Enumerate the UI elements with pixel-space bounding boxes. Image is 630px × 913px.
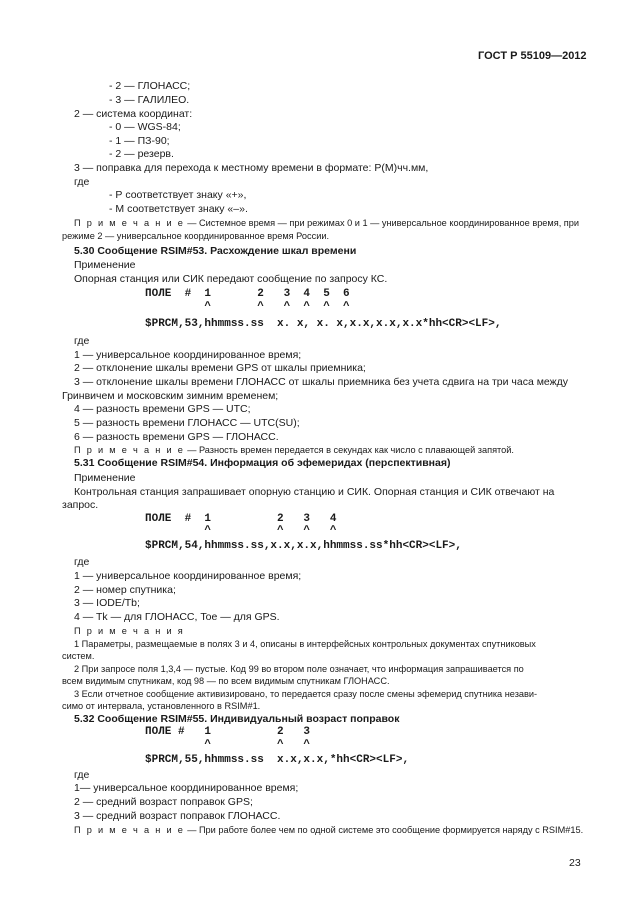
field-number-row: ПОЛЕ # 1 2 3 4 5 6 [145,288,350,300]
message-format: $PRCM,55,hhmmss.ss x.x,x.x,*hh<CR><LF>, [145,754,410,766]
where-label: где [74,176,90,188]
note [74,444,514,456]
section-5-31-title: 5.31 Сообщение RSIM#54. Информация об эфемеридах (перспективная) [74,457,451,469]
list-item: - 2 — ГЛОНАСС; [109,80,191,92]
message-format: $PRCM,53,hhmmss.ss x. x, x. x,x.x,x.x,x.x*hh<CR><LF>, [145,318,502,330]
list-item: 2 — система координат: [74,108,193,120]
list-item: - 2 — резерв. [109,148,174,160]
list-item: 3 — средний возраст поправок ГЛОНАСС. [74,810,281,822]
field-number-row: ПОЛЕ # 1 2 3 [145,726,311,738]
list-item: 2 — номер спутника; [74,584,176,596]
paragraph-continuation: запрос. [62,499,99,511]
note-text: — Разность времен передается в секундах как число с плавающей запятой. [184,445,514,455]
paragraph: Контрольная станция запрашивает опорную станцию и СИК. Опорная станция и СИК отвечают на [74,486,555,498]
list-item: 2 — средний возраст поправок GPS; [74,796,253,808]
list-item: 6 — разность времени GPS — ГЛОНАСС. [74,431,279,443]
note-continuation: симо от интервала, установленного в RSIM#1. [62,701,261,711]
where-label: где [74,556,90,568]
list-item: 3 — IODE/Tb; [74,597,140,609]
section-5-30-title: 5.30 Сообщение RSIM#53. Расхождение шкал времени [74,245,357,257]
application-label: Применение [74,259,136,271]
notes-label: П р и м е ч а н и я [74,626,185,636]
list-item: - 1 — ПЗ-90; [109,135,170,147]
page-number: 23 [569,857,581,869]
where-label: где [74,769,90,781]
note-text: — При работе более чем по одной системе это сообщение формируется наряду с RSIM#15. [184,825,584,835]
note-continuation: режиме 2 — универсальное координированное время России. [62,231,330,241]
list-item-continuation: Гринвичем и московским зимним временем; [62,390,279,402]
note-label: П р и м е ч а н и е [74,218,185,228]
note-text: — Системное время — при режимах 0 и 1 — универсальное координированное время, при [184,218,580,228]
list-item: 4 — разность времени GPS — UTC; [74,403,251,415]
where-label: где [74,335,90,347]
list-item: - М соответствует знаку «–». [109,203,248,215]
standard-header: ГОСТ Р 55109—2012 [478,50,587,62]
note-label: П р и м е ч а н и е [74,445,185,455]
field-number-row: ПОЛЕ # 1 2 3 4 [145,513,337,525]
list-item: 1 — универсальное координированное время; [74,349,302,361]
note: 1 Параметры, размещаемые в полях 3 и 4, описаны в интерфейсных контрольных документах спутниковых [74,639,536,649]
section-5-32-title: 5.32 Сообщение RSIM#55. Индивидуальный возраст поправок [74,713,400,725]
note-continuation: всем видимым спутникам, код 98 — по всем видимым спутникам ГЛОНАСС. [62,676,390,686]
paragraph: Опорная станция или СИК передают сообщение по запросу КС. [74,273,388,285]
list-item: 3 — поправка для перехода к местному времени в формате: Р(М)чч.мм, [74,162,429,174]
note [74,824,583,836]
note [74,217,579,229]
field-caret-row: ^ ^ ^ [145,739,311,751]
list-item: 1— универсальное координированное время; [74,782,299,794]
note: 3 Если отчетное сообщение активизировано, то передается сразу после смены эфемерид спутника незави- [74,689,538,699]
list-item: 5 — разность времени ГЛОНАСС — UTC(SU); [74,417,300,429]
note: 2 При запросе поля 1,3,4 — пустые. Код 99 во втором поле означает, что информация запрашивается по [74,664,524,674]
field-caret-row: ^ ^ ^ ^ ^ ^ [145,301,350,313]
list-item: 1 — универсальное координированное время; [74,570,302,582]
list-item: - 3 — ГАЛИЛЕО. [109,94,190,106]
message-format: $PRCM,54,hhmmss.ss,x.x,x.x,hhmmss.ss*hh<CR><LF>, [145,540,462,552]
list-item: 3 — отклонение шкалы времени ГЛОНАСС от шкалы приемника без учета сдвига на три часа между [74,376,569,388]
field-caret-row: ^ ^ ^ ^ [145,525,337,537]
list-item: - Р соответствует знаку «+», [109,189,247,201]
note-continuation: систем. [62,651,95,661]
list-item: 2 — отклонение шкалы времени GPS от шкалы приемника; [74,362,366,374]
application-label: Применение [74,472,136,484]
list-item: 4 — Tk — для ГЛОНАСС, Toe — для GPS. [74,611,280,623]
note-label: П р и м е ч а н и е [74,825,185,835]
list-item: - 0 — WGS-84; [109,121,181,133]
